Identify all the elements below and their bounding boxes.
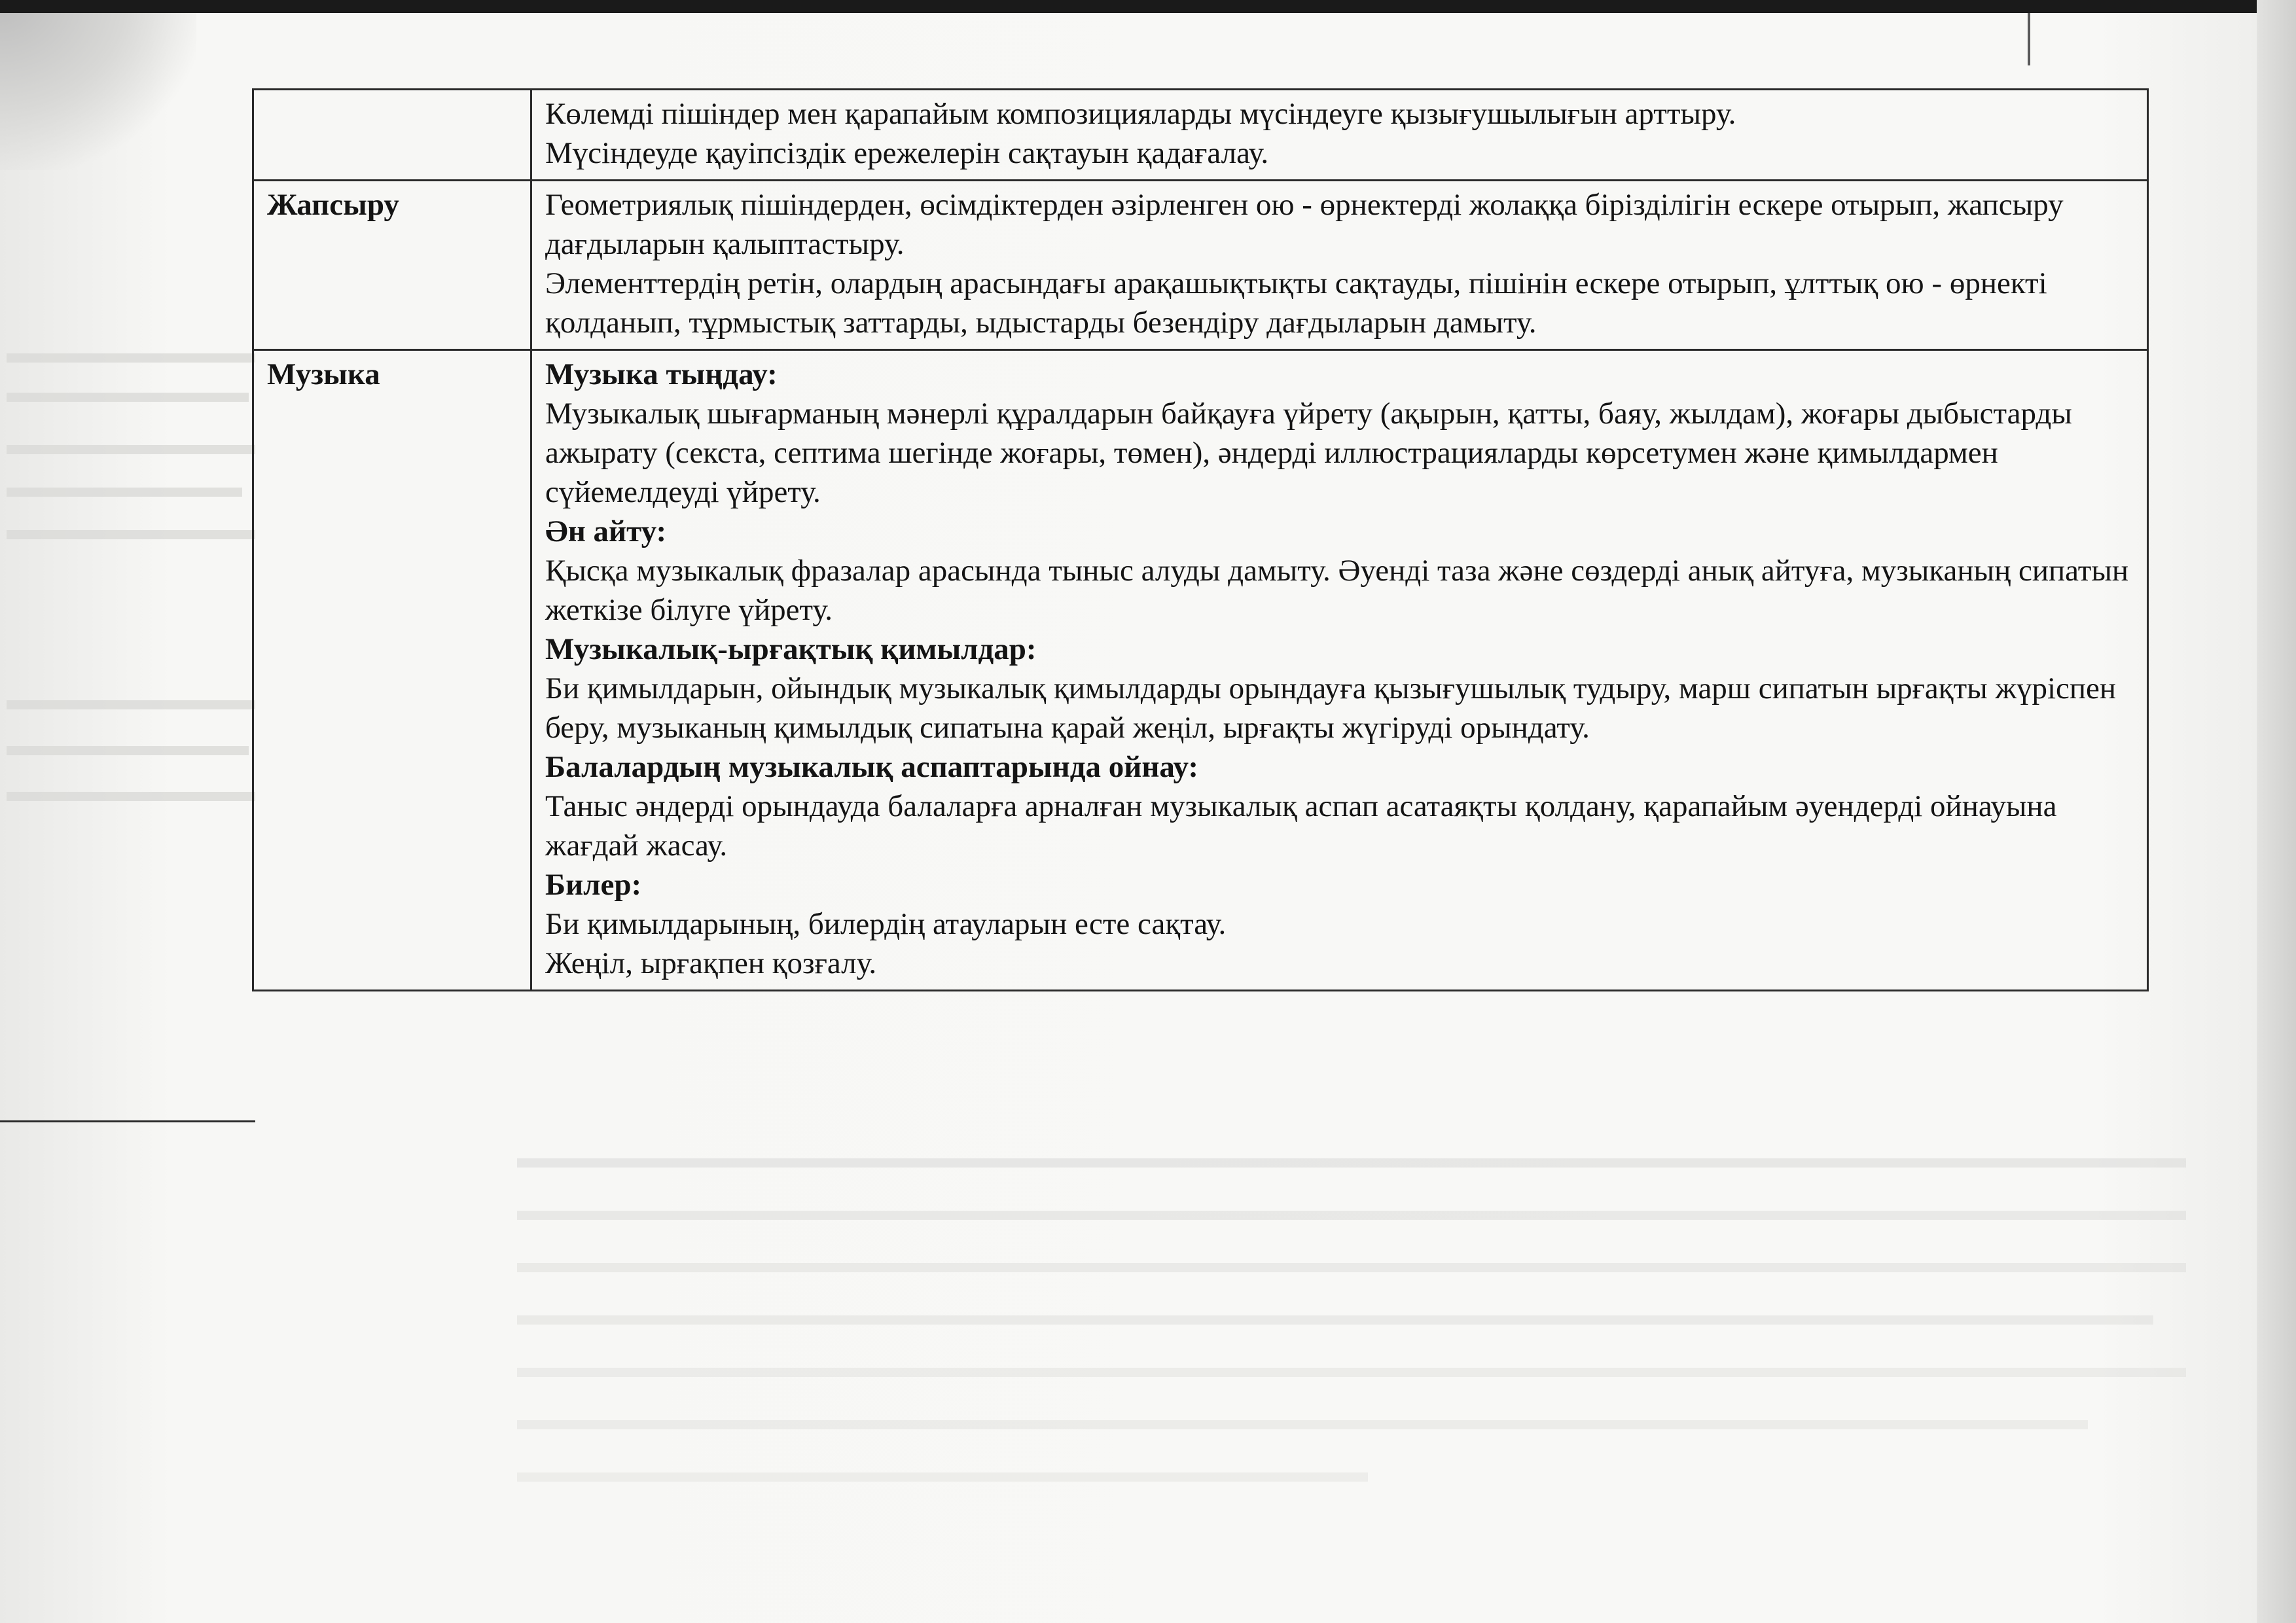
content-paragraph: Геометриялық пішіндерден, өсімдіктерден әзірленген ою - өрнектерді жолаққа бірізділігін ескере отырып, жапсыру дағдыларын қалыптастыру. (545, 188, 2064, 261)
scan-edge-right (2257, 0, 2296, 1623)
bleed-through-line (7, 353, 255, 363)
table-row (253, 90, 2148, 181)
bleed-through-line (7, 792, 255, 801)
bleed-through-line (7, 746, 249, 755)
table-row (253, 350, 2148, 991)
row-content-cell (531, 181, 2148, 350)
bleed-through-line (7, 488, 242, 497)
content-paragraph: Би қимылдарын, ойындық музыкалық қимылдарды орындауға қызығушылық тудыру, марш сипатын ырғақты жүріспен беру, музыканың қимылдық сипатына қарай жеңіл, ырғақты жүгіруді орындату. (545, 671, 2117, 745)
scan-edge-top (0, 0, 2296, 13)
section-heading: Билер: (545, 868, 642, 902)
content-paragraph: Көлемді пішіндер мен қарапайым композицияларды мүсіндеуге қызығушылығын арттыру. (545, 97, 1736, 131)
bleed-through-line (517, 1158, 2186, 1168)
row-label-cell (253, 90, 531, 181)
bleed-through-line (517, 1315, 2153, 1325)
row-content-cell (531, 350, 2148, 991)
table-row (253, 181, 2148, 350)
row-label: Жапсыру (267, 188, 399, 222)
row-label-cell (253, 350, 531, 991)
gutter-mark (2028, 13, 2030, 65)
bleed-through-line (7, 700, 255, 709)
bleed-through-line (7, 393, 249, 402)
section-heading: Ән айту: (545, 514, 667, 548)
bleed-through-line (517, 1211, 2186, 1220)
content-paragraph: Би қимылдарының, билердің атауларын есте сақтау. (545, 907, 1227, 941)
row-label-cell (253, 181, 531, 350)
content-paragraph: Элементтердің ретін, олардың арасындағы арақашықтықты сақтауды, пішінін ескере отырып, ұлттық ою - өрнекті қолданып, тұрмыстық заттарды, ыдыстарды безендіру дағдыларын дамыту. (545, 266, 2047, 340)
bleed-through-line (7, 445, 255, 454)
bleed-through-line (517, 1472, 1368, 1482)
bleed-through-line (7, 530, 255, 539)
section-heading: Балалардың музыкалық аспаптарында ойнау: (545, 750, 1199, 784)
bleed-through-line (517, 1263, 2186, 1272)
content-paragraph: Қысқа музыкалық фразалар арасында тыныс алуды дамыту. Әуенді таза және сөздерді анық айтуға, музыканың сипатын жеткізе білуге үйрету. (545, 554, 2129, 627)
content-paragraph: Мүсіндеуде қауіпсіздік ережелерін сақтауын қадағалау. (545, 136, 1269, 170)
bleed-through-line (517, 1368, 2186, 1377)
row-content-cell (531, 90, 2148, 181)
bleed-through-line (517, 1420, 2088, 1429)
row-border-extension (0, 1120, 255, 1122)
content-paragraph: Таныс әндерді орындауда балаларға арналған музыкалық аспап асатаяқты қолдану, қарапайым әуендерді ойнауына жағдай жасау. (545, 789, 2057, 863)
section-heading: Музыкалық-ырғақтық қимылдар: (545, 632, 1037, 666)
row-label: Музыка (267, 357, 380, 391)
content-paragraph: Жеңіл, ырғақпен қозғалу. (545, 946, 877, 980)
section-heading: Музыка тыңдау: (545, 357, 778, 391)
curriculum-table (252, 88, 2149, 991)
page-curl-shadow (0, 0, 196, 170)
content-paragraph: Музыкалық шығарманың мәнерлі құралдарын байқауға үйрету (ақырын, қатты, баяу, жылдам), жоғары дыбыстарды ажырату (секста, септима шегінде жоғары, төмен), әндерді иллюстрацияларды көрсетумен және қимылдармен сүйемелдеуді үйрету. (545, 397, 2072, 509)
